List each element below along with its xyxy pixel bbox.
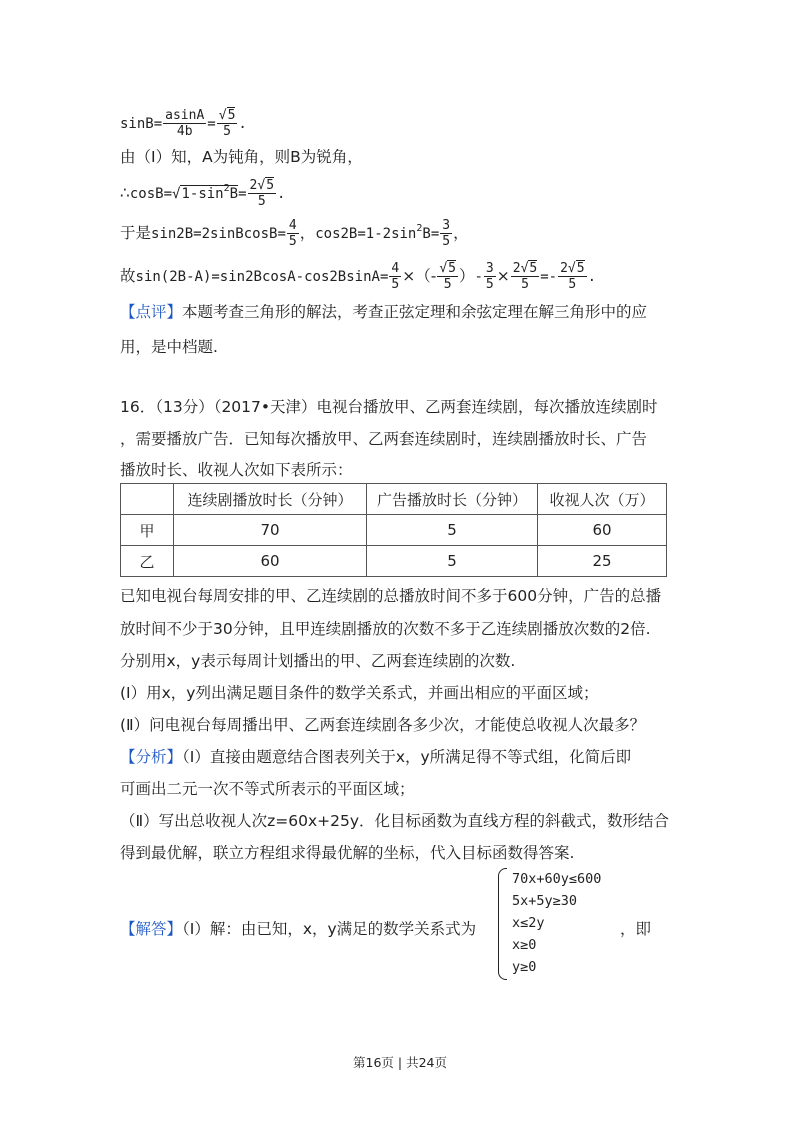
period: . bbox=[238, 116, 247, 132]
sqrt-expression: $√1-\sin^2B$ bbox=[172, 183, 239, 202]
frac-numerator: 4 bbox=[288, 218, 297, 233]
analysis-line-1 bbox=[120, 746, 631, 768]
text-line-acute-angle: 由（Ⅰ）知，A为钝角，则B为锐角， bbox=[120, 148, 363, 166]
period: . bbox=[277, 186, 286, 202]
radicand-var: B bbox=[229, 186, 239, 202]
math-line-cosB bbox=[120, 178, 285, 209]
text-yushi: 于是 bbox=[120, 224, 152, 242]
radicand: 5 bbox=[576, 261, 585, 276]
frac-denominator: 5 bbox=[443, 277, 452, 292]
frac-denominator: 5 bbox=[442, 234, 451, 249]
inequality-1: 70x+60y≤600 bbox=[512, 871, 602, 887]
radicand-text: 1-sin bbox=[181, 186, 224, 202]
sin2B-expression: sin2B=2sinBcosB= bbox=[151, 226, 286, 242]
frac-denominator: 5 bbox=[257, 194, 266, 209]
paren-open: （- bbox=[415, 267, 437, 285]
radicand: 5 bbox=[227, 108, 236, 123]
problem-line-3: 播放时长、收视人次如下表所示： bbox=[120, 461, 353, 479]
inequality-4: x≥0 bbox=[512, 937, 537, 953]
comma: ， bbox=[299, 224, 316, 242]
times-sign: × bbox=[496, 267, 510, 285]
exponent: 2 bbox=[416, 223, 423, 234]
review-line-1 bbox=[120, 301, 647, 323]
fraction-4-over-5 bbox=[389, 261, 401, 292]
coefficient: 2 bbox=[249, 178, 258, 193]
frac-numerator: √5 bbox=[439, 261, 456, 276]
table-header-row bbox=[121, 484, 667, 515]
fraction-sqrt5-over-5 bbox=[437, 261, 458, 292]
cos2B-expression-tail: B= bbox=[422, 226, 440, 242]
review-text: 本题考查三角形的解法，考查正弦定理和余弦定理在解三角形中的应 bbox=[182, 303, 648, 321]
frac-denominator: 5 bbox=[223, 124, 231, 139]
frac-numerator: 2√5 bbox=[512, 261, 538, 276]
fraction-3-over-5 bbox=[440, 218, 452, 249]
frac-numerator: 2√5 bbox=[249, 178, 275, 193]
frac-numerator: 4 bbox=[391, 261, 400, 276]
table-cell: 60 bbox=[538, 515, 667, 546]
problem-line-1: 16．（13分）（2017•天津）电视台播放甲、乙两套连续剧，每次播放连续剧时 bbox=[120, 398, 658, 416]
equals-sign: = bbox=[238, 186, 247, 202]
text-gu: 故 bbox=[120, 267, 136, 285]
paren-close: ） bbox=[458, 267, 475, 285]
radicand: 5 bbox=[448, 261, 456, 276]
inequality-5: y≥0 bbox=[512, 959, 537, 975]
table-row bbox=[121, 515, 667, 546]
table-cell: 70 bbox=[174, 515, 367, 546]
frac-denominator: 4b bbox=[176, 124, 193, 139]
sin2B-minus-A-expression: sin(2B-A)=sin2BcosA-cos2BsinA= bbox=[135, 269, 389, 285]
review-line-2: 用，是中档题. bbox=[120, 338, 218, 356]
frac-denominator: 5 bbox=[485, 277, 494, 292]
fraction-3-over-5 bbox=[484, 261, 496, 292]
table-cell: 25 bbox=[538, 546, 667, 577]
cos2B-expression: cos2B=1-2sin bbox=[315, 226, 417, 242]
cosB-label: cosB= bbox=[129, 186, 173, 202]
fraction-2sqrt5-over-5 bbox=[248, 178, 276, 209]
answer-line bbox=[120, 918, 476, 940]
analysis-line-2: 可画出二元一次不等式所表示的平面区域； bbox=[120, 780, 415, 798]
analysis-line-4: 得到最优解，联立方程组求得最优解的坐标，代入目标函数得答案. bbox=[120, 844, 575, 862]
problem-line-2: ，需要播放广告．已知每次播放甲、乙两套连续剧时，连续剧播放时长、广告 bbox=[120, 430, 648, 448]
inequality-2: 5x+5y≥30 bbox=[512, 893, 578, 909]
therefore-symbol: ∴ bbox=[120, 184, 130, 202]
condition-line-1: 已知电视台每周安排的甲、乙连续剧的总播放时间不多于600分钟，广告的总播 bbox=[120, 587, 662, 605]
data-table bbox=[120, 483, 667, 577]
comma: ， bbox=[453, 224, 469, 242]
table-cell: 5 bbox=[367, 515, 538, 546]
frac-numerator: 2√5 bbox=[560, 261, 585, 276]
times-sign: × bbox=[402, 267, 416, 285]
question-1: (Ⅰ）用x，y列出满足题目条件的数学关系式，并画出相应的平面区域； bbox=[120, 684, 599, 702]
left-brace bbox=[498, 868, 507, 980]
fraction-sqrt5-over-5 bbox=[217, 108, 238, 139]
table-header-cell: 广告播放时长（分钟） bbox=[367, 484, 538, 515]
fraction-2sqrt5-over-5 bbox=[511, 261, 539, 292]
frac-denominator: 5 bbox=[288, 234, 297, 249]
sinB-label: sinB= bbox=[120, 116, 163, 132]
frac-denominator: 5 bbox=[521, 277, 529, 292]
review-label: 【点评】 bbox=[120, 303, 183, 321]
analysis-line-3: （Ⅱ）写出总收视人次z=60x+25y．化目标函数为直线方程的斜截式，数形结合 bbox=[120, 812, 670, 830]
exponent: 2 bbox=[223, 183, 230, 194]
question-2: (Ⅱ）问电视台每周播出甲、乙两套连续剧各多少次，才能使总收视人次最多？ bbox=[120, 716, 646, 734]
answer-label: 【解答】 bbox=[120, 920, 183, 938]
period: . bbox=[587, 269, 597, 285]
math-line-sin2B-cos2B bbox=[120, 218, 469, 249]
table-cell: 乙 bbox=[121, 546, 174, 577]
frac-numerator: asinA bbox=[165, 108, 205, 123]
minus-sign: - bbox=[474, 269, 483, 285]
frac-numerator: 3 bbox=[442, 218, 451, 233]
answer-tail: ，即 bbox=[620, 920, 652, 938]
frac-numerator: √5 bbox=[218, 108, 236, 123]
analysis-label: 【分析】 bbox=[120, 748, 183, 766]
equals-negative: =- bbox=[540, 269, 558, 285]
radicand: 5 bbox=[529, 261, 538, 276]
table-row bbox=[121, 546, 667, 577]
equals-sign: = bbox=[207, 116, 216, 132]
frac-denominator: 5 bbox=[568, 277, 577, 292]
radicand: 5 bbox=[266, 178, 275, 193]
table-header-cell bbox=[121, 484, 174, 515]
fraction-2sqrt5-over-5 bbox=[558, 261, 586, 292]
fraction-4-over-5 bbox=[287, 218, 299, 249]
coefficient: 2 bbox=[560, 261, 568, 276]
coefficient: 2 bbox=[512, 261, 521, 276]
math-line-sinB bbox=[120, 108, 247, 139]
answer-text: （Ⅰ）解：由已知，x，y满足的数学关系式为 bbox=[182, 920, 477, 938]
condition-line-2: 放时间不少于30分钟，且甲连续剧播放的次数不多于乙连续剧播放次数的2倍. bbox=[120, 620, 651, 638]
fraction-asinA-over-4b bbox=[163, 108, 206, 139]
page-footer: 第16页 | 共24页 bbox=[353, 1055, 447, 1070]
frac-denominator: 5 bbox=[391, 277, 400, 292]
table-cell: 60 bbox=[174, 546, 367, 577]
table-header-cell: 收视人次（万） bbox=[538, 484, 667, 515]
analysis-text: （Ⅰ）直接由题意结合图表列关于x，y所满足得不等式组，化简后即 bbox=[182, 748, 632, 766]
math-line-sin2B-minus-A bbox=[120, 261, 596, 292]
inequality-3: x≤2y bbox=[512, 915, 545, 931]
table-header-cell: 连续剧播放时长（分钟） bbox=[174, 484, 367, 515]
table-cell: 5 bbox=[367, 546, 538, 577]
frac-numerator: 3 bbox=[485, 261, 494, 276]
table-cell: 甲 bbox=[121, 515, 174, 546]
condition-line-3: 分别用x，y表示每周计划播出的甲、乙两套连续剧的次数. bbox=[120, 652, 516, 670]
